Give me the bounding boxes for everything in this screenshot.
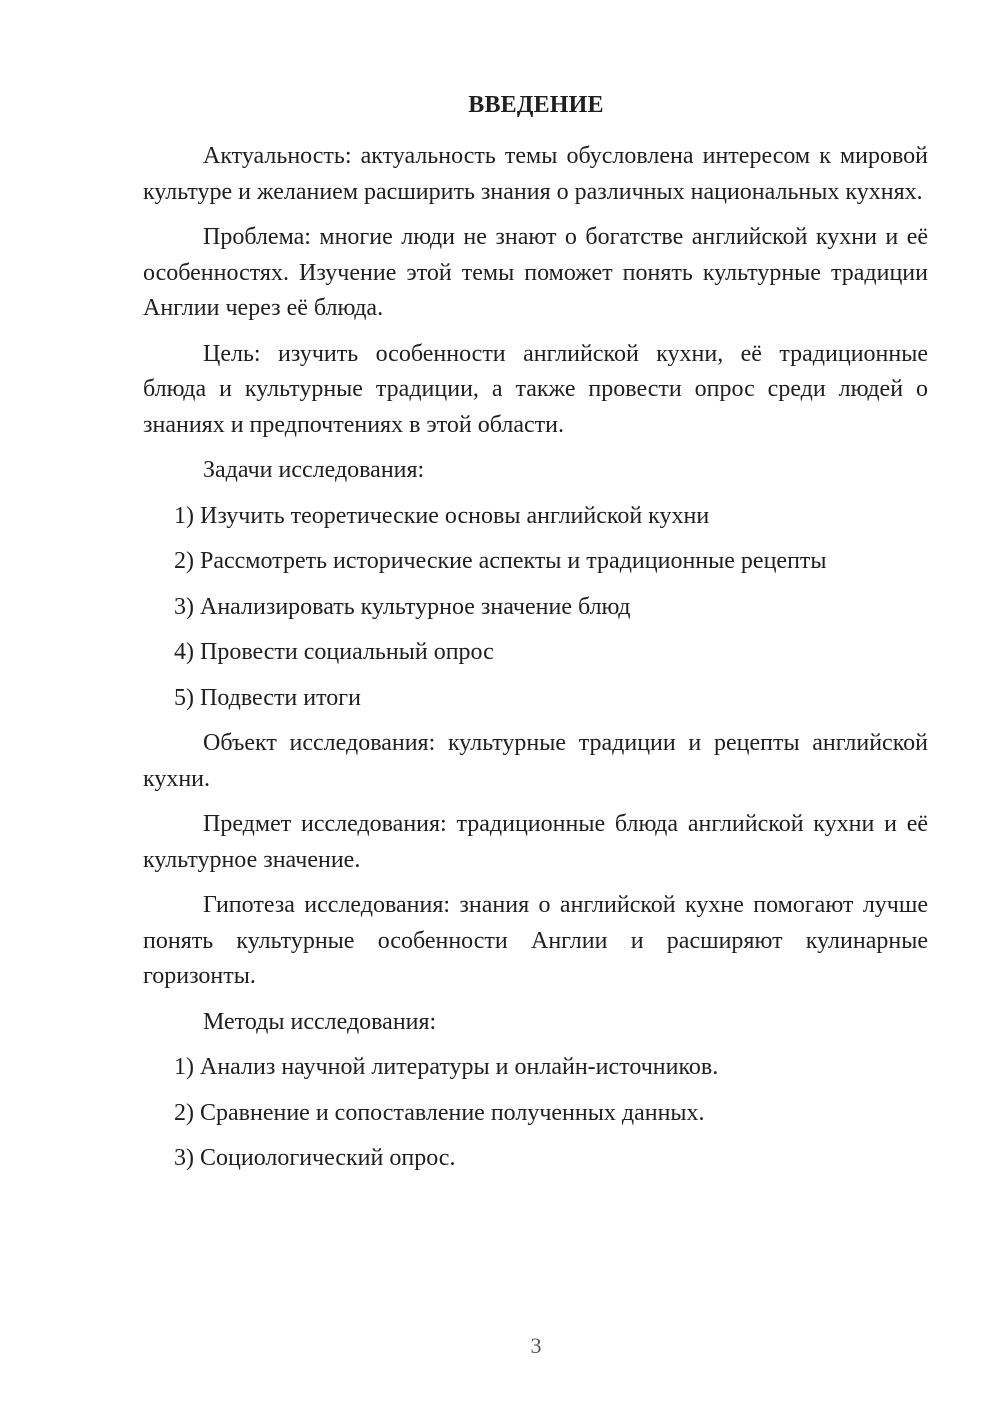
list-item: 3) Социологический опрос. <box>174 1145 456 1171</box>
list-item: 2) Рассмотреть исторические аспекты и традиционные рецепты <box>174 548 827 574</box>
paragraph-object: Объект исследования: культурные традиции и рецепты английской кухни. <box>143 730 928 792</box>
paragraph-hypothesis: Гипотеза исследования: знания о английской кухне помогают лучше понять культурные особенности Англии и расширяют кулинарные горизонты. <box>143 892 928 989</box>
methods-list <box>143 1050 928 1177</box>
tasks-label: Задачи исследования: <box>203 457 425 483</box>
section-heading: ВВЕДЕНИЕ <box>468 92 604 118</box>
list-item: 5) Подвести итоги <box>174 684 361 711</box>
list-item: 1) Анализ научной литературы и онлайн-источников. <box>174 1054 719 1080</box>
page-number: 3 <box>530 1333 542 1358</box>
list-item: 3) Анализировать культурное значение блюд <box>174 593 631 620</box>
methods-label: Методы исследования: <box>203 1008 437 1035</box>
tasks-list <box>143 499 928 717</box>
paragraph-goal: Цель: изучить особенности английской кухни, её традиционные блюда и культурные традиции, а также провести опрос среди людей о знаниях и предпочтениях в этой области. <box>143 340 928 438</box>
paragraph-problem: Проблема: многие люди не знают о богатстве английской кухни и её особенностях. Изучение этой темы поможет понять культурные традиции Англии через её блюда. <box>143 224 928 321</box>
list-item: 2) Сравнение и сопоставление полученных данных. <box>174 1099 705 1126</box>
document-body <box>143 139 928 1187</box>
list-item: 1) Изучить теоретические основы английской кухни <box>174 502 710 529</box>
paragraph-relevance: Актуальность: актуальность темы обусловлена интересом к мировой культуре и желанием расширить знания о различных национальных кухнях. <box>143 143 928 205</box>
paragraph-subject: Предмет исследования: традиционные блюда английской кухни и её культурное значение. <box>143 811 928 873</box>
list-item: 4) Провести социальный опрос <box>174 639 494 665</box>
